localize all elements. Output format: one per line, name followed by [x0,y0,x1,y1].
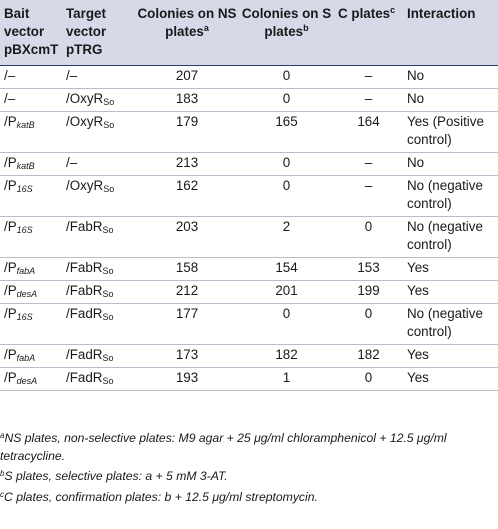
s-count-cell: 201 [239,281,334,304]
bait-cell [0,281,62,304]
target-subscript: So [102,225,114,235]
c-count-cell: – [334,153,403,176]
ns-count-cell: 177 [135,304,239,345]
bait-cell [0,304,62,345]
s-count-cell: 165 [239,112,334,153]
s-count-cell: 1 [239,368,334,391]
bait-subscript: 16S [16,225,33,235]
c-count-cell: 182 [334,345,403,368]
bait-cell [0,258,62,281]
header-bait-vector [0,0,62,66]
target-text: /– [66,155,78,170]
header-ns-footnote-mark: a [203,23,209,33]
c-count-cell: – [334,176,403,217]
header-c-plates [334,0,403,66]
footnote [0,430,496,465]
bait-subscript: 16S [16,184,33,194]
table-row [0,176,498,217]
bait-subscript: 16S [16,312,33,322]
c-count-cell: 164 [334,112,403,153]
interaction-cell: No (negative control) [403,176,498,217]
header-target-line-1: Target [66,6,106,21]
header-ns-label: Colonies on NS plates [137,6,237,39]
header-c-footnote-mark: c [390,5,396,15]
bait-subscript: katB [16,120,35,130]
footnote-mark: c [0,489,4,499]
ns-count-cell: 212 [135,281,239,304]
bait-cell [0,89,62,112]
footnote-mark: b [0,469,5,478]
table-body [0,66,498,391]
interaction-cell: Yes (Positive control) [403,112,498,153]
footnote-mark: a [0,431,5,440]
footnote [0,468,496,486]
target-text: /FadR [66,306,103,321]
header-target-line-2: vector [66,24,107,39]
target-subscript: So [103,120,115,130]
target-cell [62,176,135,217]
bait-cell [0,153,62,176]
target-cell [62,217,135,258]
bait-cell [0,112,62,153]
bait-text: /P [4,283,17,298]
footnote [0,489,496,507]
table-row [0,217,498,258]
bait-text: /P [4,370,17,385]
s-count-cell: 0 [239,66,334,89]
interaction-cell: No [403,89,498,112]
bait-subscript: katB [16,161,35,171]
target-cell [62,304,135,345]
ns-count-cell: 162 [135,176,239,217]
table-row [0,153,498,176]
bait-text: /P [4,114,17,129]
c-count-cell: 0 [334,217,403,258]
target-cell [62,281,135,304]
s-count-cell: 0 [239,89,334,112]
interaction-cell: Yes [403,258,498,281]
target-cell [62,89,135,112]
header-interaction-label: Interaction [407,6,476,21]
target-text: /FadR [66,370,103,385]
target-cell [62,153,135,176]
bait-text: /P [4,306,17,321]
c-count-cell: 0 [334,304,403,345]
interaction-cell: No (negative control) [403,217,498,258]
bait-subscript: fabA [16,353,36,363]
s-count-cell: 0 [239,176,334,217]
ns-count-cell: 193 [135,368,239,391]
header-ns-colonies [135,0,239,66]
ns-count-cell: 158 [135,258,239,281]
target-text: /FabR [66,283,103,298]
header-s-colonies [239,0,334,66]
target-subscript: So [102,312,114,322]
header-target-line-3: pTRG [66,42,103,57]
ns-count-cell: 213 [135,153,239,176]
interaction-cell: No (negative control) [403,304,498,345]
interaction-cell: No [403,153,498,176]
target-subscript: So [103,184,115,194]
header-s-label: Colonies on S plates [241,6,332,39]
bait-subscript: desA [16,289,38,299]
header-interaction [403,0,498,66]
interaction-cell: Yes [403,281,498,304]
c-count-cell: – [334,89,403,112]
bait-text: /P [4,219,17,234]
header-s-footnote-mark: b [303,23,309,33]
c-count-cell: 153 [334,258,403,281]
table-header [0,0,498,66]
target-subscript: So [102,289,114,299]
bait-text: /– [4,68,16,83]
header-bait-line-1: Bait [4,6,30,21]
ns-count-cell: 179 [135,112,239,153]
header-bait-line-3: pBXcmT [4,42,59,57]
target-subscript: So [102,266,114,276]
s-count-cell: 154 [239,258,334,281]
bait-text: /P [4,178,17,193]
header-bait-line-2: vector [4,24,45,39]
table-row [0,345,498,368]
target-subscript: So [102,353,114,363]
interaction-cell: Yes [403,368,498,391]
target-cell [62,368,135,391]
s-count-cell: 2 [239,217,334,258]
interaction-cell: Yes [403,345,498,368]
s-count-cell: 182 [239,345,334,368]
header-row [0,0,498,66]
bait-text: /P [4,347,17,362]
bait-cell [0,217,62,258]
target-cell [62,258,135,281]
target-subscript: So [103,97,115,107]
table-row [0,89,498,112]
target-cell [62,66,135,89]
bait-subscript: desA [16,376,38,386]
s-count-cell: 0 [239,304,334,345]
target-text: /– [66,68,78,83]
table-row [0,112,498,153]
footnote-text: NS plates, non-selective plates: M9 agar + 25 μg/ml chloramphenicol + 12.5 μg/ml tetracycline. [0,431,447,463]
target-text: /OxyR [66,91,104,106]
table-row [0,304,498,345]
ns-count-cell: 207 [135,66,239,89]
header-c-label: C plates [338,6,391,21]
s-count-cell: 0 [239,153,334,176]
interaction-cell: No [403,66,498,89]
footnote-text: S plates, selective plates: a + 5 mM 3-AT. [4,469,228,483]
bait-cell [0,176,62,217]
target-subscript: So [102,376,114,386]
c-count-cell: – [334,66,403,89]
c-count-cell: 0 [334,368,403,391]
target-text: /OxyR [66,114,104,129]
table-row [0,281,498,304]
bait-cell [0,345,62,368]
target-cell [62,345,135,368]
target-text: /OxyR [66,178,104,193]
footnote-text: C plates, confirmation plates: b + 12.5 μg/ml streptomycin. [4,489,318,504]
table-row [0,368,498,391]
bait-cell [0,368,62,391]
bait-text: /– [4,91,16,106]
bait-subscript: fabA [16,266,36,276]
bait-text: /P [4,155,17,170]
table-row [0,66,498,89]
ns-count-cell: 173 [135,345,239,368]
ns-count-cell: 183 [135,89,239,112]
bait-text: /P [4,260,17,275]
target-text: /FabR [66,219,103,234]
target-text: /FadR [66,347,103,362]
c-count-cell: 199 [334,281,403,304]
target-cell [62,112,135,153]
table-footnotes [0,430,496,509]
table-row [0,258,498,281]
target-text: /FabR [66,260,103,275]
bait-cell [0,66,62,89]
header-target-vector [62,0,135,66]
ns-count-cell: 203 [135,217,239,258]
